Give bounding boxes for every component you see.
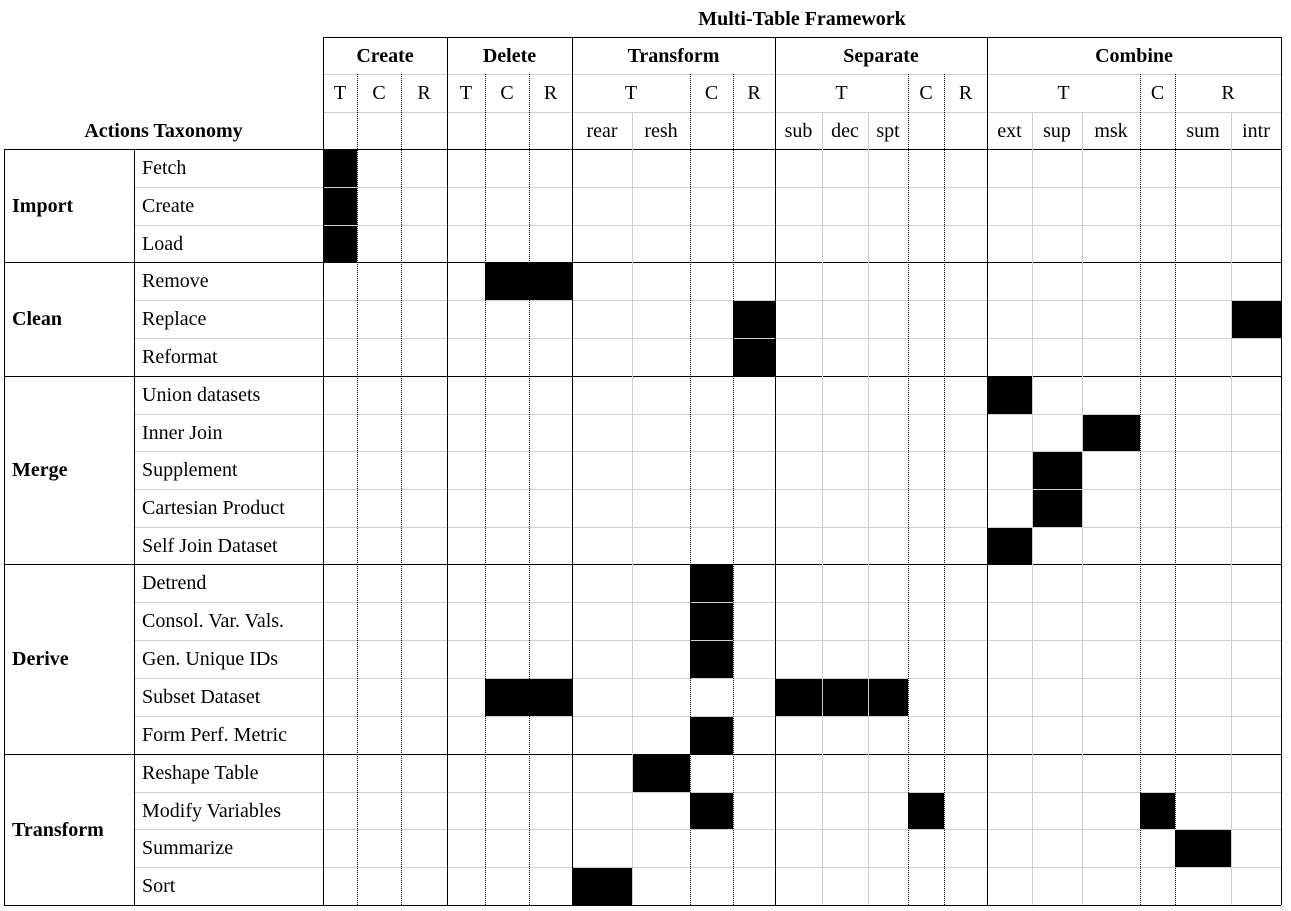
action-label: Fetch bbox=[142, 157, 187, 179]
filled-cell bbox=[529, 262, 572, 300]
filled-cell bbox=[690, 792, 733, 829]
group-header-separate: Separate bbox=[843, 44, 919, 67]
filled-cell bbox=[908, 792, 944, 829]
group-border bbox=[447, 37, 448, 905]
action-label: Subset Dataset bbox=[142, 686, 261, 708]
filled-cell bbox=[323, 225, 357, 262]
filled-cell bbox=[1175, 829, 1231, 867]
category-separator bbox=[4, 905, 1281, 906]
leaf-column-divider bbox=[1082, 112, 1083, 905]
action-label: Load bbox=[142, 232, 184, 255]
column-label-spt: spt bbox=[876, 119, 900, 142]
column-label-sup: sup bbox=[1043, 119, 1071, 142]
column-label-sum: sum bbox=[1186, 119, 1220, 142]
filled-cell bbox=[1140, 792, 1175, 829]
group-border bbox=[1281, 37, 1282, 905]
column-label-ext: ext bbox=[997, 119, 1022, 142]
sub-header-separate-t: T bbox=[835, 82, 848, 104]
sub-column-divider bbox=[944, 74, 945, 905]
action-label: Summarize bbox=[142, 837, 234, 859]
filled-cell bbox=[1082, 414, 1140, 451]
sub-column-divider bbox=[908, 74, 909, 905]
leaf-column-divider bbox=[1231, 112, 1232, 905]
filled-cell bbox=[572, 867, 632, 905]
action-label: Inner Join bbox=[142, 421, 223, 444]
category-label-merge: Merge bbox=[12, 459, 68, 481]
filled-cell bbox=[1032, 489, 1082, 527]
action-label: Modify Variables bbox=[142, 799, 282, 822]
leaf-column-divider bbox=[868, 112, 869, 905]
filled-cell bbox=[690, 564, 733, 602]
filled-cell bbox=[822, 678, 868, 716]
sub-column-divider bbox=[485, 74, 486, 905]
filled-cell bbox=[323, 187, 357, 225]
column-label-msk: msk bbox=[1094, 119, 1128, 142]
column-label-sub: sub bbox=[784, 119, 813, 142]
filled-cell bbox=[690, 640, 733, 678]
filled-cell bbox=[323, 149, 357, 187]
leaf-column-divider bbox=[632, 112, 633, 905]
filled-cell bbox=[485, 262, 529, 300]
group-header-delete: Delete bbox=[482, 44, 537, 67]
action-label: Union datasets bbox=[142, 384, 261, 406]
group-border bbox=[987, 37, 988, 905]
column-label-intr: intr bbox=[1242, 119, 1270, 142]
action-label: Sort bbox=[142, 875, 176, 897]
action-label: Replace bbox=[142, 308, 207, 330]
filled-cell bbox=[987, 527, 1032, 564]
group-header-create: Create bbox=[356, 44, 414, 67]
action-label: Supplement bbox=[142, 459, 238, 481]
group-border bbox=[323, 37, 324, 905]
sub-column-divider bbox=[733, 74, 734, 905]
filled-cell bbox=[690, 716, 733, 754]
action-label: Reformat bbox=[142, 346, 218, 368]
sub-header-transform-t: T bbox=[624, 82, 638, 104]
action-label: Consol. Var. Vals. bbox=[142, 610, 285, 632]
filled-cell bbox=[1032, 451, 1082, 489]
sub-header-create-c: C bbox=[372, 82, 386, 104]
action-label: Form Perf. Metric bbox=[142, 724, 287, 746]
group-header-combine: Combine bbox=[1095, 44, 1173, 67]
filled-cell bbox=[733, 300, 775, 338]
group-border bbox=[572, 37, 573, 905]
action-label: Gen. Unique IDs bbox=[142, 648, 279, 670]
sub-header-transform-c: C bbox=[704, 82, 719, 104]
leaf-column-divider bbox=[1032, 112, 1033, 905]
filled-cell bbox=[868, 678, 908, 716]
taxonomy-title: Actions Taxonomy bbox=[84, 119, 243, 142]
action-label: Remove bbox=[142, 270, 209, 292]
category-label-clean: Clean bbox=[12, 308, 62, 330]
sub-header-transform-r: R bbox=[747, 82, 761, 104]
action-label: Cartesian Product bbox=[142, 497, 285, 519]
action-label: Create bbox=[142, 195, 195, 217]
sub-column-divider bbox=[1140, 74, 1141, 905]
category-label-import: Import bbox=[12, 194, 74, 217]
column-label-rear: rear bbox=[586, 119, 618, 142]
sub-header-delete-t: T bbox=[459, 82, 473, 104]
filled-cell bbox=[775, 678, 822, 716]
action-label: Detrend bbox=[142, 572, 207, 594]
column-label-dec: dec bbox=[831, 119, 859, 142]
group-header-transform: Transform bbox=[627, 44, 720, 67]
sub-column-divider bbox=[690, 74, 691, 905]
sub-column-divider bbox=[401, 74, 402, 905]
sub-header-delete-c: C bbox=[500, 82, 514, 104]
sub-header-separate-c: C bbox=[919, 82, 933, 104]
filled-cell bbox=[529, 678, 572, 716]
sub-header-create-t: T bbox=[333, 82, 347, 104]
sub-header-combine-c: C bbox=[1150, 82, 1165, 104]
filled-cell bbox=[1231, 300, 1281, 338]
filled-cell bbox=[987, 376, 1032, 414]
filled-cell bbox=[733, 338, 775, 376]
sub-header-combine-r: R bbox=[1221, 82, 1235, 104]
action-label: Reshape Table bbox=[142, 762, 259, 784]
sub-header-combine-t: T bbox=[1057, 82, 1070, 104]
framework-title: Multi-Table Framework bbox=[698, 7, 906, 30]
sub-column-divider bbox=[1175, 74, 1176, 905]
sub-header-create-r: R bbox=[417, 82, 431, 104]
filled-cell bbox=[632, 754, 690, 792]
sub-header-delete-r: R bbox=[543, 82, 558, 104]
leaf-column-divider bbox=[822, 112, 823, 905]
sub-column-divider bbox=[529, 74, 530, 905]
group-border bbox=[775, 37, 776, 905]
filled-cell bbox=[690, 602, 733, 640]
category-label-transform: Transform bbox=[12, 818, 104, 841]
sub-column-divider bbox=[357, 74, 358, 905]
category-label-derive: Derive bbox=[12, 648, 69, 670]
action-label: Self Join Dataset bbox=[142, 534, 278, 557]
sub-header-separate-r: R bbox=[958, 82, 973, 104]
filled-cell bbox=[485, 678, 529, 716]
column-label-resh: resh bbox=[644, 119, 678, 142]
